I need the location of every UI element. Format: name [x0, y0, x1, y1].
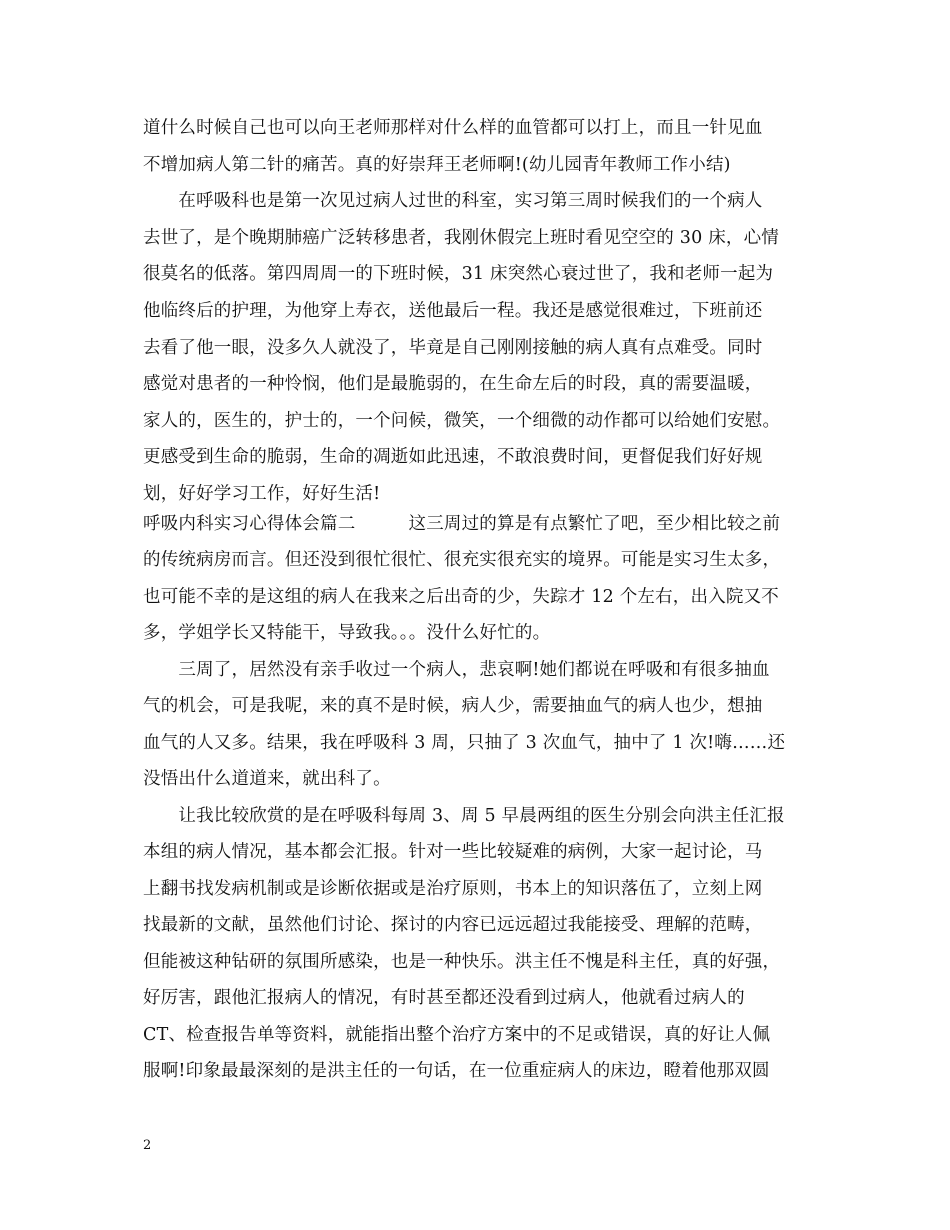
text-line: 但能被这种钻研的氛围所感染，也是一种快乐。洪主任不愧是科主任，真的好强，	[143, 952, 781, 972]
text-line: CT、检查报告单等资料，就能指出整个治疗方案中的不足或错误，真的好让人佩	[143, 1025, 771, 1045]
section-heading-line: 呼吸内科实习心得体会篇二 这三周过的算是有点繁忙了吧，至少相比较之前	[143, 514, 781, 534]
page-number: 2	[143, 1138, 152, 1153]
text-line: 的传统病房而言。但还没到很忙很忙、很充实很充实的境界。可能是实习生太多，	[143, 550, 781, 570]
text-line: 让我比较欣赏的是在呼吸科每周 3、周 5 早晨两组的医生分别会向洪主任汇报	[143, 806, 785, 826]
text-line: 更感受到生命的脆弱，生命的凋逝如此迅速，不敢浪费时间，更督促我们好好规	[143, 447, 763, 467]
text-line: 家人的，医生的，护士的，一个问候，微笑，一个细微的动作都可以给她们安慰。	[143, 411, 781, 431]
text-line: 找最新的文献，虽然他们讨论、探讨的内容已远远超过我能接受、理解的范畴，	[143, 915, 763, 935]
text-line: 三周了，居然没有亲手收过一个病人，悲哀啊!她们都说在呼吸和有很多抽血	[143, 660, 770, 680]
text-line: 在呼吸科也是第一次见过病人过世的科室，实习第三周时候我们的一个病人	[143, 191, 763, 211]
text-line: 他临终后的护理，为他穿上寿衣，送他最后一程。我还是感觉很难过，下班前还	[143, 301, 763, 321]
text-line: 划，好好学习工作，好好生活!	[143, 484, 381, 504]
text-line: 血气的人又多。结果，我在呼吸科 3 周，只抽了 3 次血气，抽中了 1 次!嗨……还	[143, 733, 786, 753]
text-line: 气的机会，可是我呢，来的真不是时候，病人少，需要抽血气的病人也少，想抽	[143, 696, 763, 716]
text-line: 多，学姐学长又特能干，导致我。。。没什么好忙的。	[143, 623, 551, 643]
text-line: 本组的病人情况，基本都会汇报。针对一些比较疑难的病例，大家一起讨论，马	[143, 842, 763, 862]
text-line: 上翻书找发病机制或是诊断依据或是治疗原则，书本上的知识落伍了，立刻上网	[143, 879, 763, 899]
text-line: 道什么时候自己也可以向王老师那样对什么样的血管都可以打上，而且一针见血	[143, 118, 763, 138]
text-line: 去看了他一眼，没多久人就没了，毕竟是自己刚刚接触的病人真有点难受。同时	[143, 338, 763, 358]
text-line: 感觉对患者的一种怜悯，他们是最脆弱的，在生命左后的时段，真的需要温暖，	[143, 374, 763, 394]
text-line: 没悟出什么道道来，就出科了。	[143, 769, 391, 789]
text-line: 也可能不幸的是这组的病人在我来之后出奇的少，失踪才 12 个左右，出入院又不	[143, 587, 779, 607]
text-line: 去世了，是个晚期肺癌广泛转移患者，我刚休假完上班时看见空空的 30 床，心情	[143, 228, 779, 248]
text-line: 服啊!印象最最深刻的是洪主任的一句话，在一位重症病人的床边，瞪着他那双圆	[143, 1061, 770, 1081]
text-line: 好厉害，跟他汇报病人的情况，有时甚至都还没看到过病人，他就看过病人的	[143, 988, 745, 1008]
text-line: 不增加病人第二针的痛苦。真的好崇拜王老师啊!(幼儿园青年教师工作小结)	[143, 155, 731, 175]
text-line: 很莫名的低落。第四周周一的下班时候，31 床突然心衰过世了，我和老师一起为	[143, 264, 774, 284]
